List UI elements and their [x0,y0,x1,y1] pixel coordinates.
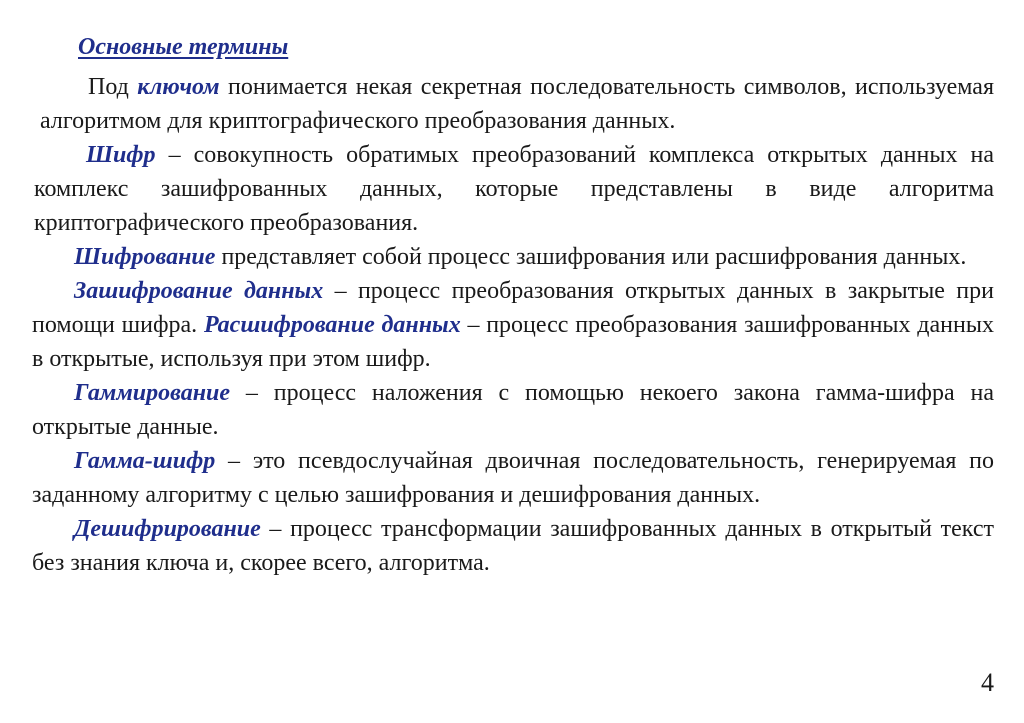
text-segment: – процесс преобразования зашифрованных данных в открытые, используя при этом шифр. [32,312,994,372]
term-gamma-cipher: Гамма-шифр [74,448,216,474]
text-segment: – процесс преобразования открытых данных в закрытые при помощи шифра. [32,278,994,338]
definition-encrypt-decrypt [32,274,994,376]
term-cipher: Шифр [86,142,156,168]
term-data-decryption: Расшифрование данных [203,312,461,338]
definition-gamma-cipher [32,444,994,512]
term-gamming: Гаммирование [74,380,231,406]
text-segment: – совокупность обратимых преобразований комплекса открытых данных на комплекс зашифрованных данных, которые представлены в виде алгоритма криптографического преобразования. [34,142,994,236]
text-segment: – процесс наложения с помощью некоего закона гамма-шифра на открытые данные. [32,380,994,440]
term-key: ключом [137,74,220,100]
definition-gamming [32,376,994,444]
definition-decryption [32,512,994,580]
definitions-body [32,70,994,580]
definition-cipher [32,138,994,240]
definition-key [32,70,994,138]
page-number: 4 [981,668,994,697]
term-decryption: Дешифрирование [74,516,261,542]
text-segment: представляет собой процесс зашифрования или расшифрования данных. [215,244,967,270]
text-segment: – это псевдослучайная двоичная последовательность, генерируемая по заданному алгоритму с целью зашифрования и дешифрования данных. [32,448,994,508]
definition-encryption [32,240,994,274]
text-segment: понимается некая секретная последовательность символов, используемая алгоритмом для криптографического преобразования данных. [40,74,994,134]
text-segment: – процесс трансформации зашифрованных данных в открытый текст без знания ключа и, скорее всего, алгоритма. [32,516,994,576]
term-encryption: Шифрование [74,244,216,270]
section-heading: Основные термины [78,34,289,60]
text-segment: Под [88,74,138,100]
term-data-encryption: Зашифрование данных [74,278,324,304]
